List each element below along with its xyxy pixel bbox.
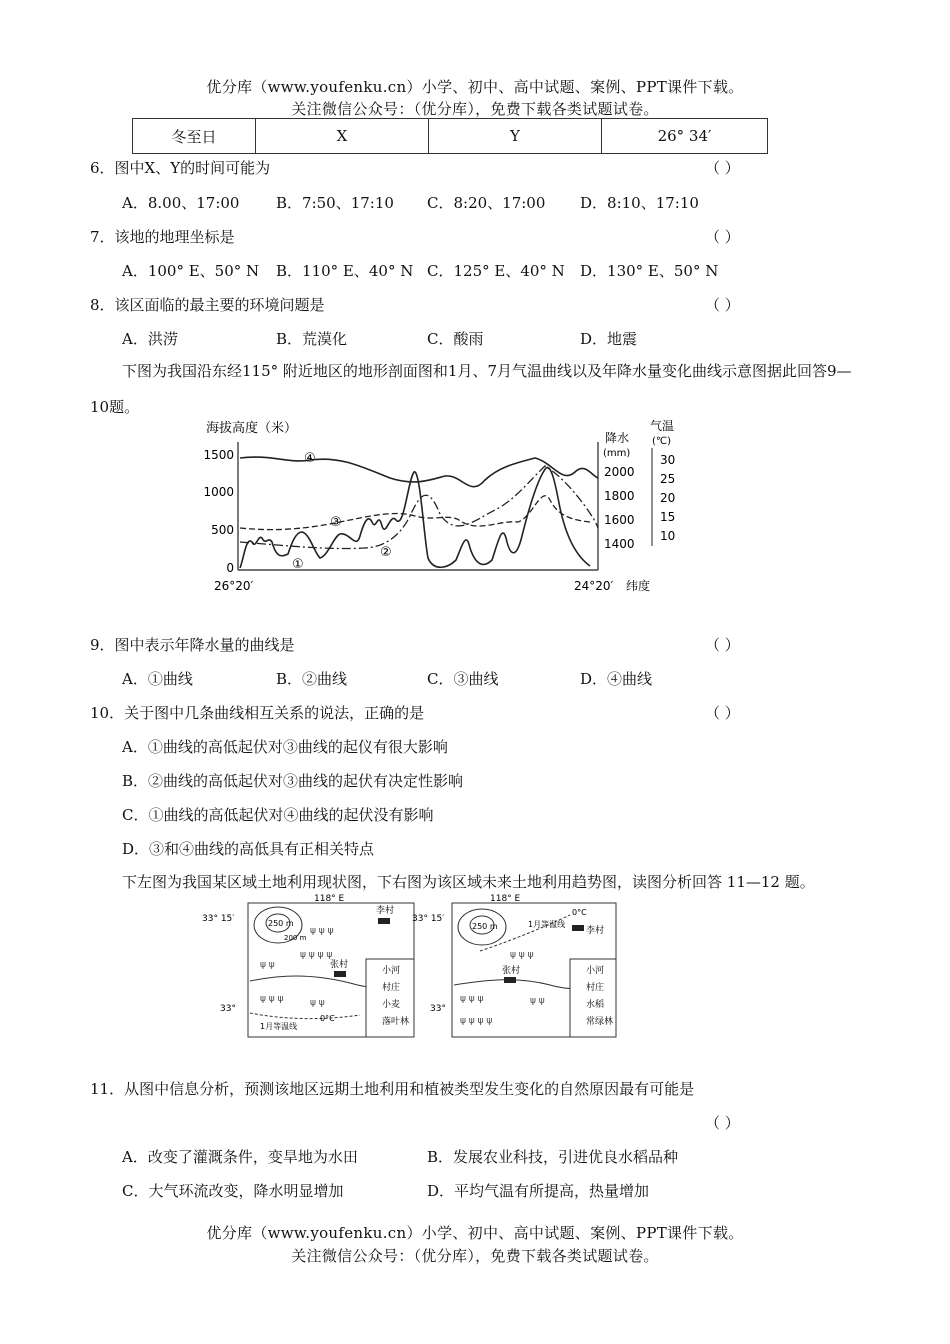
curve-3 bbox=[240, 496, 590, 530]
answer-bracket: （ ） bbox=[705, 704, 740, 722]
latitude-bottom-label: 33° bbox=[220, 1004, 236, 1014]
longitude-label: 118° E bbox=[314, 894, 345, 904]
option-a: A．①曲线的高低起伏对③曲线的起仪有很大影响 bbox=[122, 738, 448, 756]
village-label: 张村 bbox=[502, 966, 521, 976]
solstice-table bbox=[132, 118, 768, 154]
isotherm-value: 0°C bbox=[572, 908, 587, 917]
x-left-label: 26°20′ bbox=[214, 579, 254, 593]
question-11: 11．从图中信息分析，预测该地区远期土地利用和植被类型发生变化的自然原因最有可能是 bbox=[90, 1080, 695, 1098]
village-icon bbox=[334, 971, 346, 977]
temp-label: 气温 bbox=[650, 419, 675, 433]
isotherm-value: 0°C bbox=[320, 1014, 335, 1023]
x-axis-label: 纬度 bbox=[626, 579, 651, 593]
village-label: 张村 bbox=[330, 960, 349, 970]
option-c: C．③曲线 bbox=[427, 670, 499, 688]
option-a: A．100° E、50° N bbox=[122, 262, 260, 280]
option-d: D．③和④曲线的高低具有正相关特点 bbox=[122, 840, 375, 858]
header-line-1: 优分库（www.youfenku.cn）小学、初中、高中试题、案例、PPT课件下载。 bbox=[206, 78, 744, 96]
y-tick: 1500 bbox=[203, 448, 234, 462]
question-7: 7．该地的地理坐标是 bbox=[90, 228, 235, 246]
land-use-current-map bbox=[200, 893, 420, 1043]
y-tick: 0 bbox=[226, 561, 234, 575]
question-8: 8．该区面临的最主要的环境问题是 bbox=[90, 296, 325, 314]
village-icon bbox=[572, 925, 584, 931]
question-9: 9．图中表示年降水量的曲线是 bbox=[90, 636, 295, 654]
option-a: A．洪涝 bbox=[122, 330, 178, 348]
option-a: A．8.00、17:00 bbox=[122, 194, 240, 212]
option-d: D．地震 bbox=[580, 330, 638, 348]
temp-tick: 20 bbox=[660, 491, 676, 505]
precip-tick: 1800 bbox=[604, 489, 635, 503]
legend-item: 小河 bbox=[586, 966, 605, 976]
option-a: A．改变了灌溉条件，变旱地为水田 bbox=[122, 1148, 358, 1166]
latitude-top-label: 33° 15′ bbox=[412, 914, 445, 924]
option-c: C．大气环流改变，降水明显增加 bbox=[122, 1182, 344, 1200]
svg-text:ψ ψ ψ: ψ ψ ψ bbox=[310, 926, 334, 936]
option-b: B．②曲线的高低起伏对③曲线的起伏有决定性影响 bbox=[122, 772, 464, 790]
answer-bracket: （ ） bbox=[705, 636, 740, 654]
legend-item: 水稻 bbox=[586, 1000, 605, 1010]
curve-label-3: ③ bbox=[330, 515, 342, 530]
legend-item: 村庄 bbox=[382, 983, 401, 993]
svg-text:ψ ψ ψ: ψ ψ ψ bbox=[510, 950, 534, 960]
y-axis-label: 海拔高度（米） bbox=[206, 421, 298, 436]
land-use-future-map bbox=[410, 893, 620, 1043]
village-icon bbox=[378, 918, 390, 924]
contour-label: 250 m bbox=[268, 919, 294, 928]
intro-paragraph-2: 下左图为我国某区域土地利用现状图，下右图为该区域未来土地利用趋势图，读图分析回答 11—12 题。 bbox=[122, 873, 815, 891]
legend-item: 小河 bbox=[382, 966, 401, 976]
terrain-profile-figure bbox=[200, 418, 690, 596]
x-right-label: 24°20′ bbox=[574, 579, 614, 593]
question-6: 6．图中X、Y的时间可能为 bbox=[90, 159, 271, 177]
svg-text:ψ ψ: ψ ψ bbox=[260, 960, 275, 970]
temp-tick: 25 bbox=[660, 472, 676, 486]
option-b: B．110° E、40° N bbox=[276, 262, 414, 280]
legend-item: 村庄 bbox=[586, 983, 605, 993]
option-b: B．发展农业科技，引进优良水稻品种 bbox=[427, 1148, 679, 1166]
precip-unit: (mm) bbox=[603, 448, 631, 459]
option-c: C．125° E、40° N bbox=[427, 262, 565, 280]
latitude-bottom-label: 33° bbox=[430, 1004, 446, 1014]
footer-line-2: 关注微信公众号：（优分库），免费下载各类试题试卷。 bbox=[291, 1247, 659, 1265]
longitude-label: 118° E bbox=[490, 894, 521, 904]
option-a: A．①曲线 bbox=[122, 670, 193, 688]
precip-tick: 2000 bbox=[604, 465, 635, 479]
curve-label-1: ① bbox=[292, 557, 304, 572]
curve-label-2: ② bbox=[380, 545, 392, 560]
option-c: C．酸雨 bbox=[427, 330, 484, 348]
contour-label: 200 m bbox=[284, 934, 307, 942]
footer-line-1: 优分库（www.youfenku.cn）小学、初中、高中试题、案例、PPT课件下载。 bbox=[206, 1224, 744, 1242]
village-label: 李村 bbox=[586, 926, 605, 936]
contour-label: 250 m bbox=[472, 922, 498, 931]
option-c: C．①曲线的高低起伏对④曲线的起伏没有影响 bbox=[122, 806, 434, 824]
y-tick: 1000 bbox=[203, 485, 234, 499]
legend-item: 常绿林 bbox=[586, 1017, 614, 1027]
header-line-2: 关注微信公众号：（优分库），免费下载各类试题试卷。 bbox=[291, 100, 659, 118]
curve-label-4: ④ bbox=[304, 451, 316, 466]
svg-text:ψ ψ ψ ψ: ψ ψ ψ ψ bbox=[460, 1016, 493, 1026]
svg-text:ψ ψ: ψ ψ bbox=[530, 996, 545, 1006]
option-d: D．平均气温有所提高，热量增加 bbox=[427, 1182, 650, 1200]
table-cell: X bbox=[256, 119, 429, 154]
answer-bracket: （ ） bbox=[705, 159, 740, 177]
curve-2 bbox=[240, 466, 598, 549]
svg-text:ψ ψ ψ: ψ ψ ψ bbox=[260, 994, 284, 1004]
answer-bracket: （ ） bbox=[705, 296, 740, 314]
village-icon bbox=[504, 977, 516, 983]
table-cell: 26° 34′ bbox=[602, 119, 768, 154]
option-c: C．8:20、17:00 bbox=[427, 194, 546, 212]
isotherm-label: 1月等温线 bbox=[528, 920, 566, 929]
precip-label: 降水 bbox=[605, 431, 630, 445]
temp-tick: 10 bbox=[660, 529, 676, 543]
svg-text:ψ ψ ψ: ψ ψ ψ bbox=[460, 994, 484, 1004]
temp-tick: 30 bbox=[660, 453, 676, 467]
latitude-top-label: 33° 15′ bbox=[202, 914, 235, 924]
svg-text:ψ ψ ψ ψ: ψ ψ ψ ψ bbox=[300, 950, 333, 960]
option-b: B．荒漠化 bbox=[276, 330, 348, 348]
isotherm-label: 1月等温线 bbox=[260, 1022, 298, 1031]
precip-tick: 1400 bbox=[604, 537, 635, 551]
question-10: 10．关于图中几条曲线相互关系的说法，正确的是 bbox=[90, 704, 425, 722]
option-d: D．130° E、50° N bbox=[580, 262, 719, 280]
temp-tick: 15 bbox=[660, 510, 676, 524]
precip-tick: 1600 bbox=[604, 513, 635, 527]
temp-unit: (℃) bbox=[652, 436, 672, 447]
answer-bracket: （ ） bbox=[705, 228, 740, 246]
answer-bracket: （ ） bbox=[705, 1114, 740, 1132]
option-b: B．②曲线 bbox=[276, 670, 348, 688]
option-d: D．8:10、17:10 bbox=[580, 194, 699, 212]
intro-paragraph-1: 下图为我国沿东经115° 附近地区的地形剖面图和1月、7月气温曲线以及年降水量变化曲线示意图据此回答9—10题。 bbox=[90, 362, 852, 416]
village-label: 李村 bbox=[376, 906, 395, 916]
svg-text:ψ ψ: ψ ψ bbox=[310, 998, 325, 1008]
option-d: D．④曲线 bbox=[580, 670, 653, 688]
legend-item: 落叶林 bbox=[382, 1017, 410, 1027]
y-tick: 500 bbox=[211, 523, 234, 537]
table-cell: Y bbox=[429, 119, 602, 154]
legend-item: 小麦 bbox=[382, 1000, 401, 1010]
option-b: B．7:50、17:10 bbox=[276, 194, 394, 212]
table-cell: 冬至日 bbox=[133, 119, 256, 154]
